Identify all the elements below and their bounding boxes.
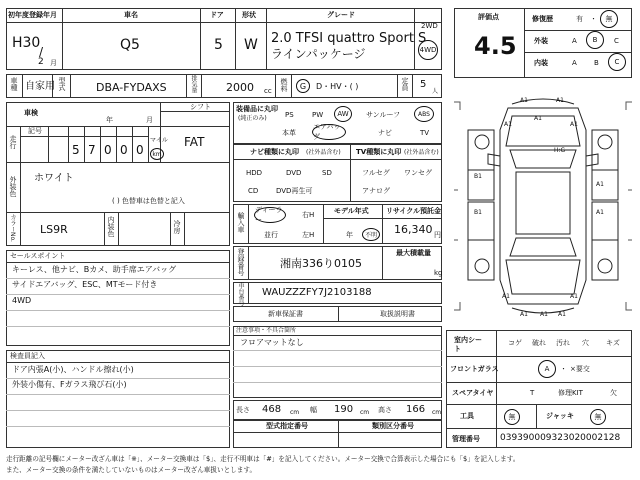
int-c-circle	[608, 53, 626, 71]
inspector-line: 外装小傷有、Fガラス飛び石(小)	[12, 380, 127, 389]
model-year-unknown: 不明	[364, 232, 377, 239]
seat-item: 汚れ	[556, 339, 570, 347]
score-value: 4.5	[474, 32, 517, 60]
damage-mark: A1	[596, 209, 604, 216]
handle-left: 左H	[302, 231, 315, 239]
spare-item: T	[530, 389, 535, 397]
height-label: 高さ	[378, 406, 392, 414]
drive-4wd-circle	[418, 40, 438, 60]
mileage-digit: 5	[72, 143, 80, 157]
int-scale-c: C	[614, 58, 620, 66]
equip-pw: PW	[312, 111, 324, 119]
jack-value: 無	[594, 413, 602, 421]
era-slash: /	[39, 45, 44, 59]
damage-mark: A1	[570, 293, 578, 300]
repair-no: 無	[605, 15, 613, 23]
insp-month-label: 月	[146, 116, 153, 124]
capacity-value: 5	[420, 79, 427, 90]
drive-4wd: 4WD	[419, 46, 437, 54]
equip-aw-circle	[334, 106, 352, 122]
height-unit: cm	[432, 409, 442, 416]
damage-mark: A1	[558, 311, 566, 318]
mileage-label: 走行	[9, 135, 17, 149]
nav-label: ナビ種類に丸印	[250, 148, 299, 156]
damage-mark: A1	[520, 97, 528, 104]
front-glass-a: A	[544, 365, 550, 373]
km-label: km	[152, 150, 162, 158]
mgmt-label: 管理番号	[452, 435, 480, 443]
mile-label: マイル	[150, 137, 168, 144]
handle-right: 右H	[302, 211, 315, 219]
grade-line1: 2.0 TFSI quattro Sport S	[271, 31, 427, 46]
equip-tv: TV	[420, 129, 430, 137]
repair-yes: 有	[576, 15, 583, 23]
nav-hdd: HDD	[246, 169, 263, 177]
interior-label: 内装色	[107, 216, 115, 237]
color-no-value: LS9R	[40, 223, 68, 236]
damage-mark: A1	[570, 121, 578, 128]
nav-sd: SD	[322, 169, 332, 177]
tv-fullseg: フルセグ	[362, 169, 390, 177]
equip-leather: 本革	[282, 129, 296, 137]
front-glass-req: ×要交	[570, 365, 590, 373]
mileage-digit: 0	[136, 143, 144, 157]
mileage-digit: 7	[88, 143, 96, 157]
grade-line2: ラインパッケージ	[271, 47, 366, 61]
recycle-label: リサイクル預託金	[386, 207, 442, 215]
damage-mark: A1	[556, 97, 564, 104]
jack-label: ジャッキ	[546, 412, 574, 420]
equip-airbag-circle	[312, 124, 346, 140]
color-value: ホワイト	[34, 173, 74, 184]
width-unit: cm	[360, 409, 370, 416]
km-circle	[150, 148, 164, 160]
reg-label: 登録番号	[237, 248, 245, 276]
door-label: ドア	[210, 11, 224, 19]
sales-label: セールスポイント	[10, 252, 66, 260]
reg-month: 2	[38, 57, 44, 67]
import-label: 輸入車	[237, 212, 245, 233]
tools-value: 無	[508, 413, 516, 421]
equip-navi: ナビ	[378, 129, 392, 137]
front-glass-label: フロントガラス	[450, 365, 499, 373]
damage-mark: A1	[504, 121, 512, 128]
repair-label: 修復歴	[532, 15, 553, 23]
int-scale-a: A	[572, 59, 577, 67]
color-no-label: カラーNo.	[9, 214, 16, 242]
model-year-year: 年	[346, 231, 353, 239]
exterior-label: 外装	[534, 37, 548, 45]
damage-mark: A1	[520, 311, 528, 318]
seat-item: コゲ	[508, 339, 522, 347]
ext-scale-c: C	[614, 37, 619, 45]
mileage-digit: 0	[104, 143, 112, 157]
mileage-digit: 0	[120, 143, 128, 157]
max-load-unit: kg	[434, 269, 443, 277]
score-label: 評価点	[478, 13, 499, 21]
interior-seat-label: 室内シート	[454, 336, 482, 354]
equip-ps: PS	[285, 111, 294, 119]
int-label: 内装	[534, 59, 548, 67]
seat-item: キズ	[606, 339, 620, 347]
grade-label: グレード	[327, 11, 355, 19]
import-dealer-circle	[254, 207, 286, 223]
shift-label: シフト	[190, 103, 211, 111]
type-designation: 型式指定番号	[266, 422, 308, 430]
width-value: 190	[334, 404, 354, 415]
model-value: DBA-FYDAXS	[96, 81, 167, 94]
nav-dvdplay: DVD再生可	[276, 187, 313, 195]
model-year-label: モデル年式	[334, 207, 369, 215]
color-note: ( ) 色替車は色替と記入	[112, 197, 185, 205]
jack-circle	[590, 409, 606, 425]
spare-item: 欠	[610, 389, 617, 397]
sales-line: キーレス、他ナビ、Bカメ、助手席エアバッグ	[12, 265, 177, 274]
car-damage-diagram	[450, 90, 636, 322]
fuel-label: 燃料	[280, 78, 288, 92]
nav-cd: CD	[248, 187, 259, 195]
cooling-label: 冷房	[173, 220, 181, 234]
vin-value: WAUZZZFY7J2103188	[262, 287, 372, 298]
equip-aw: AW	[337, 110, 349, 118]
nav-sub: (社外品含む)	[306, 149, 341, 156]
tools-circle	[504, 409, 520, 425]
len-label: 長さ	[236, 406, 250, 414]
tv-sub: (社外品含む)	[404, 149, 439, 156]
sales-line: サイドエアバッグ、ESC、MTモード付き	[12, 280, 158, 289]
int-scale-b: B	[594, 59, 599, 67]
ext-b-circle	[586, 31, 604, 49]
equip-airbag: エアバッグ	[313, 123, 341, 141]
kind-label: 車種	[10, 77, 18, 91]
damage-mark: A1	[596, 181, 604, 188]
repair-dot: ・	[590, 15, 597, 23]
fuel-g: G	[299, 81, 307, 91]
repair-no-circle	[600, 10, 618, 28]
len-value: 468	[262, 404, 282, 415]
spare-label: スペアタイヤ	[452, 389, 494, 397]
capacity-label: 定員	[401, 77, 409, 91]
note-value: フロアマットなし	[240, 338, 304, 347]
spare-item: 修理KIT	[558, 389, 583, 397]
front-glass-dot: ・	[560, 365, 567, 373]
seat-item: 破れ	[532, 339, 546, 347]
door-value: 5	[214, 37, 223, 53]
import-dealer: ディーラー	[255, 206, 283, 224]
reg-value: 湘南336り0105	[280, 257, 362, 270]
tv-label: TV種類に丸印	[356, 148, 402, 156]
equip-sub: (純正のみ)	[238, 115, 267, 122]
len-unit: cm	[290, 409, 300, 416]
era-year: H30	[12, 35, 41, 51]
ext-scale-b: B	[592, 36, 598, 44]
notes-block	[233, 326, 442, 398]
insp-year-label: 年	[106, 116, 113, 124]
disp-label: 排気量	[190, 75, 197, 93]
shape-value: W	[244, 37, 258, 53]
note-label: 注意事項・不具合箇所	[236, 327, 297, 334]
recycle-value: 16,340	[394, 223, 433, 236]
tools-label: 工具	[460, 412, 474, 420]
use-value: 自家用	[25, 81, 55, 92]
spec-row	[6, 74, 442, 98]
disp-unit: cc	[264, 87, 272, 95]
damage-mark: B1	[474, 173, 482, 180]
ext-scale-a: A	[572, 37, 577, 45]
tv-oneseg: ワンセグ	[404, 169, 432, 177]
damage-mark: H:G	[554, 147, 566, 154]
inspection-label: 車検	[24, 109, 38, 117]
equip-sunroof: サンルーフ	[366, 111, 401, 119]
damage-mark: A1	[502, 293, 510, 300]
manual-label: 取扱説明書	[380, 310, 415, 318]
seat-item: 穴	[582, 339, 589, 347]
damage-mark: A1	[534, 115, 542, 122]
inspector-line: ドア内張A(小)、ハンドル擦れ(小)	[12, 365, 134, 374]
car-name: Q5	[120, 37, 140, 53]
tv-analog: アナログ	[362, 187, 390, 195]
max-load-label: 最大積載量	[396, 249, 431, 257]
footer-line1: 走行距離の記号欄にメーター改ざん車は「※」、メーター交換車は「$」、走行不明車は「#」を記入してください。メーター交換で合算表示した場合にも「$」を記入します。	[6, 455, 520, 463]
damage-mark: A1	[540, 311, 548, 318]
height-value: 166	[406, 404, 426, 415]
equip-abs: ABS	[418, 110, 430, 118]
damage-mark: B1	[474, 209, 482, 216]
nav-dvd: DVD	[286, 169, 302, 177]
equip-abs-circle	[414, 106, 434, 122]
shift-value: FAT	[184, 135, 205, 149]
category-number: 類別区分番号	[372, 422, 414, 430]
drive-2wd: 2WD	[421, 22, 438, 30]
capacity-unit: 人	[432, 88, 439, 95]
fuel-rest: D・HV・( )	[316, 82, 359, 91]
warranty-label: 新車保証書	[268, 310, 303, 318]
sales-line: 4WD	[12, 296, 32, 305]
inspector-label: 検査員記入	[10, 352, 45, 360]
vin-label: 車台番号	[237, 282, 244, 306]
mgmt-value: 039390009323020002128	[500, 433, 621, 443]
fuel-g-circle	[296, 79, 310, 93]
color-label: 外装色	[9, 176, 17, 197]
width-label: 幅	[310, 406, 317, 414]
equip-label: 装備品に丸印	[236, 105, 278, 113]
footer-line2: また、メーター交換の条件を満たしていないものはメーター改ざん車扱いとします。	[6, 466, 257, 474]
first-reg-label: 初年度登録年月	[8, 11, 57, 19]
recycle-unit: 円	[434, 231, 441, 239]
month-unit: 月	[50, 59, 57, 67]
disp-value: 2000	[226, 81, 254, 94]
front-glass-a-circle	[538, 360, 556, 378]
model-year-unknown-circle	[362, 228, 380, 241]
model-label: 型式	[58, 77, 66, 91]
import-other: 並行	[264, 231, 278, 239]
name-label: 車名	[124, 11, 138, 19]
mileage-sign-label: 記号	[28, 127, 42, 135]
shape-label: 形状	[242, 11, 256, 19]
